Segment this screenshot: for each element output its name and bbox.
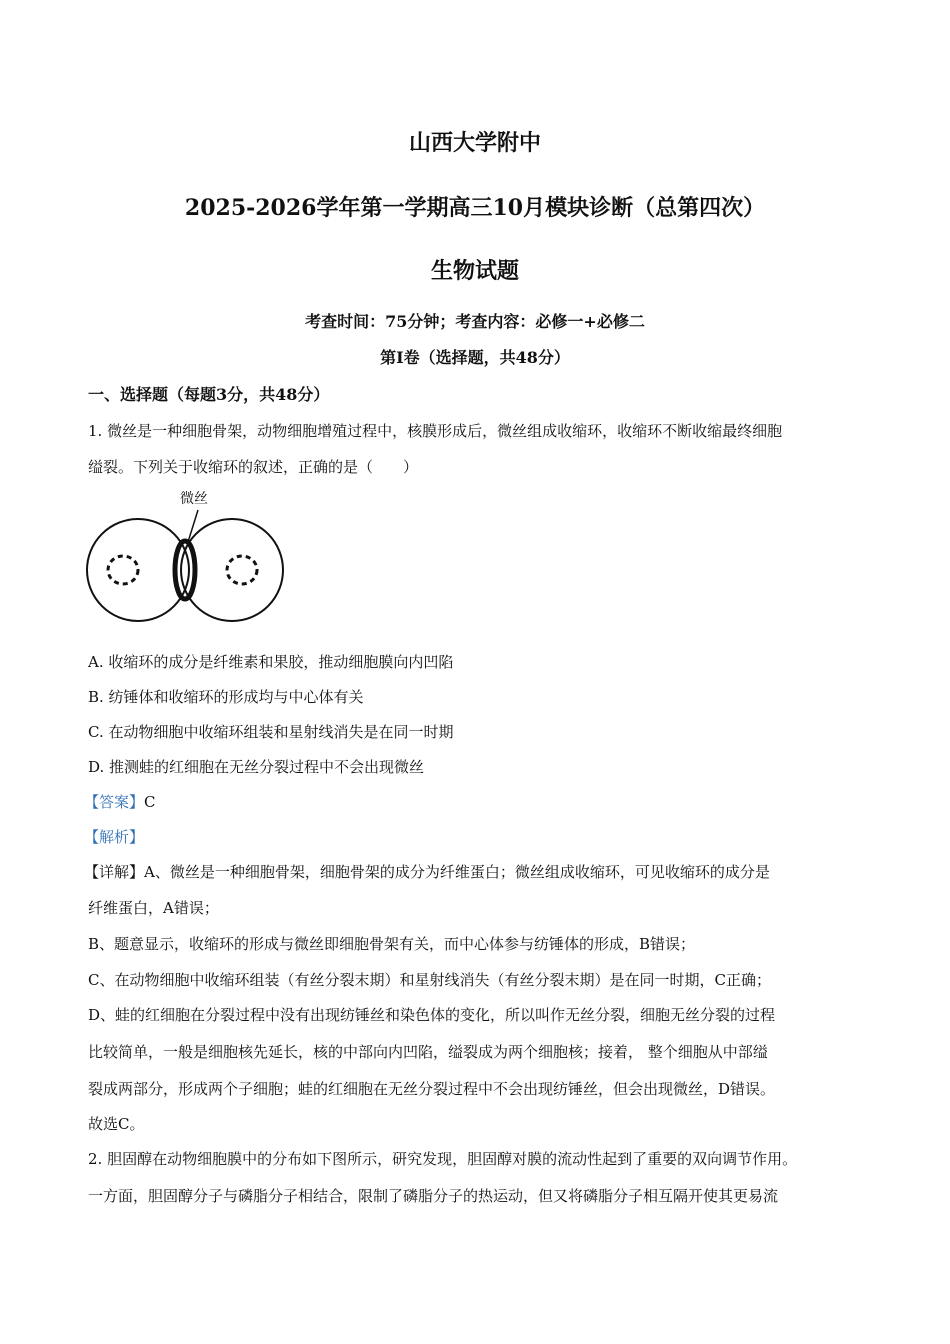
answer-value: C (144, 793, 156, 811)
detail-line: 裂成两部分，形成两个子细胞；蛙的红细胞在无丝分裂过程中不会出现纺锤丝，但会出现微丝，D错误。 (88, 1080, 776, 1098)
exam-info: 考查时间：75分钟；考查内容：必修一+必修二 (305, 312, 645, 331)
q1-option-d: D. 推测蛙的红细胞在无丝分裂过程中不会出现微丝 (88, 758, 425, 776)
q1-answer (84, 790, 156, 814)
exam-title: 2025-2026学年第一学期高三10月模块诊断（总第四次） (184, 195, 766, 221)
q1-option-c: C. 在动物细胞中收缩环组装和星射线消失是在同一时期 (88, 723, 454, 741)
contracting-ring-diagram (86, 488, 286, 628)
q1-option-b: B. 纺锤体和收缩环的形成均与中心体有关 (88, 688, 364, 706)
q2-stem-line: 2. 胆固醇在动物细胞膜中的分布如下图所示，研究发现，胆固醇对膜的流动性起到了重要的双向调节作用。 (88, 1150, 798, 1168)
detail-line: C、在动物细胞中收缩环组装（有丝分裂末期）和星射线消失（有丝分裂末期）是在同一时期，C正确； (88, 971, 771, 989)
detail-line: B、题意显示，收缩环的形成与微丝即细胞骨架有关，而中心体参与纺锤体的形成，B错误； (88, 935, 696, 953)
volume-title: 第I卷（选择题，共48分） (380, 348, 570, 367)
q1-stem-line: 1. 微丝是一种细胞骨架，动物细胞增殖过程中，核膜形成后，微丝组成收缩环，收缩环不断收缩最终细胞 (88, 422, 783, 440)
answer-tag: 【答案】 (84, 793, 145, 811)
q1-option-a: A. 收缩环的成分是纤维素和果胶，推动细胞膜向内凹陷 (88, 653, 454, 671)
q2-stem-line: 一方面，胆固醇分子与磷脂分子相结合，限制了磷脂分子的热运动，但又将磷脂分子相互隔开使其更易流 (88, 1187, 779, 1205)
section-heading: 一、选择题（每题3分，共48分） (88, 385, 330, 404)
q1-stem-line: 缢裂。下列关于收缩环的叙述，正确的是（ ） (88, 458, 419, 476)
school-title: 山西大学附中 (408, 130, 541, 156)
detail-line: 故选C。 (88, 1115, 145, 1133)
subject-title: 生物试题 (430, 258, 519, 284)
figure-label: 微丝 (180, 491, 208, 507)
detail-line: 【详解】A、微丝是一种细胞骨架，细胞骨架的成分为纤维蛋白；微丝组成收缩环，可见收缩环的成分是 (84, 863, 770, 881)
detail-line: 纤维蛋白，A错误； (88, 899, 219, 917)
cell-division-figure (86, 488, 286, 628)
detail-line: D、蛙的红细胞在分裂过程中没有出现纺锤丝和染色体的变化，所以叫作无丝分裂，细胞无丝分裂的过程 (88, 1006, 776, 1024)
detail-line: 比较简单，一般是细胞核先延长，核的中部向内凹陷，缢裂成为两个细胞核；接着， 整个细胞从中部缢 (88, 1043, 768, 1061)
analysis-tag: 【解析】 (84, 828, 145, 846)
